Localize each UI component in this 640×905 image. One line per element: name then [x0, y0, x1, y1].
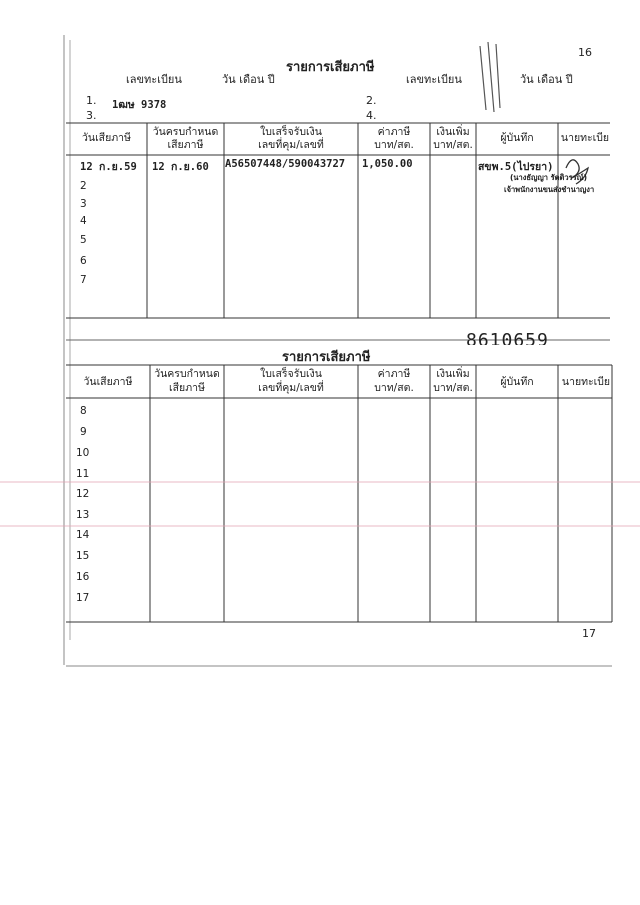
upper-header-extra-l2: บาท/สต. [433, 139, 473, 151]
upper-header-receipt-l1: ใบเสร็จรับเงิน [260, 126, 322, 138]
upper-table-title: รายการเสียภาษี [286, 60, 375, 75]
entry-due-date: 12 ก.ย.60 [152, 161, 209, 173]
reg-number-3: 3. [86, 109, 97, 122]
upper-header-due-l2: เสียภาษี [167, 139, 204, 151]
row-number: 9 [80, 426, 87, 438]
row-number: 3 [80, 198, 87, 210]
row-number: 7 [80, 274, 87, 286]
lower-header-tax-date: วันเสียภาษี [83, 376, 133, 388]
date-label-right: วัน เดือน ปี [520, 73, 573, 86]
lower-header-extra-l2: บาท/สต. [433, 382, 473, 394]
row-number: 8 [80, 405, 87, 417]
official-stamp-name: (นางธัญญา รัตติวรรณ์) [510, 173, 588, 182]
reg-value-1: 1ฒษ 9378 [112, 99, 167, 111]
upper-header-fee-l2: บาท/สต. [374, 139, 414, 151]
upper-header-registrar: นายทะเบีย [560, 132, 610, 144]
lower-header-registrar: นายทะเบีย [561, 376, 611, 388]
lower-header-fee-l1: ค่าภาษี [377, 368, 411, 380]
page-number-bottom: 17 [582, 627, 596, 640]
upper-header-extra-l1: เงินเพิ่ม [436, 126, 470, 138]
row-number: 14 [76, 529, 90, 541]
row-number: 12 [76, 488, 90, 500]
entry-receipt: A56507448/590043727 [225, 158, 346, 170]
lower-header-due-l2: เสียภาษี [169, 382, 205, 394]
row-number: 2 [80, 180, 87, 192]
lower-header-due-l1: วันครบกำหนด [154, 368, 220, 380]
row-number: 17 [76, 592, 90, 604]
row-number: 11 [76, 468, 90, 480]
reg-number-1: 1. [86, 94, 97, 107]
reg-label-left: เลขทะเบียน [126, 73, 182, 86]
entry-tax-date: 12 ก.ย.59 [80, 161, 137, 173]
entry-recorder: สขพ.5(ไปรยา) [478, 161, 554, 173]
lower-header-extra-l1: เงินเพิ่ม [436, 368, 470, 380]
entry-fee: 1,050.00 [362, 158, 413, 170]
upper-header-tax-date: วันเสียภาษี [82, 132, 131, 144]
reg-number-4: 4. [366, 109, 377, 122]
row-number: 4 [80, 215, 87, 227]
upper-header-receipt-l2: เลขที่คุม/เลขที่ [258, 139, 324, 151]
lower-header-recorder: ผู้บันทึก [500, 376, 534, 388]
lower-header-receipt-l2: เลขที่คุม/เลขที่ [258, 382, 324, 394]
row-number: 10 [76, 447, 90, 459]
official-stamp-title: เจ้าพนักงานขนส่งชำนาญงา [504, 185, 595, 194]
upper-header-recorder: ผู้บันทึก [500, 132, 534, 144]
row-number: 6 [80, 255, 87, 267]
date-label-left: วัน เดือน ปี [222, 73, 275, 86]
page-number-top: 16 [578, 46, 592, 59]
upper-header-fee-l1: ค่าภาษี [377, 126, 411, 138]
lower-header-fee-l2: บาท/สต. [374, 382, 414, 394]
reg-label-right: เลขทะเบียน [406, 73, 462, 86]
row-number: 16 [76, 571, 90, 583]
lower-table-title: รายการเสียภาษี [282, 350, 371, 365]
row-number: 13 [76, 509, 90, 521]
reg-number-2: 2. [366, 94, 377, 107]
serial-number: 8610659 [466, 330, 549, 345]
row-number: 15 [76, 550, 90, 562]
upper-header-due-l1: วันครบกำหนด [152, 126, 219, 138]
row-number: 5 [80, 234, 87, 246]
lower-header-receipt-l1: ใบเสร็จรับเงิน [260, 368, 322, 380]
